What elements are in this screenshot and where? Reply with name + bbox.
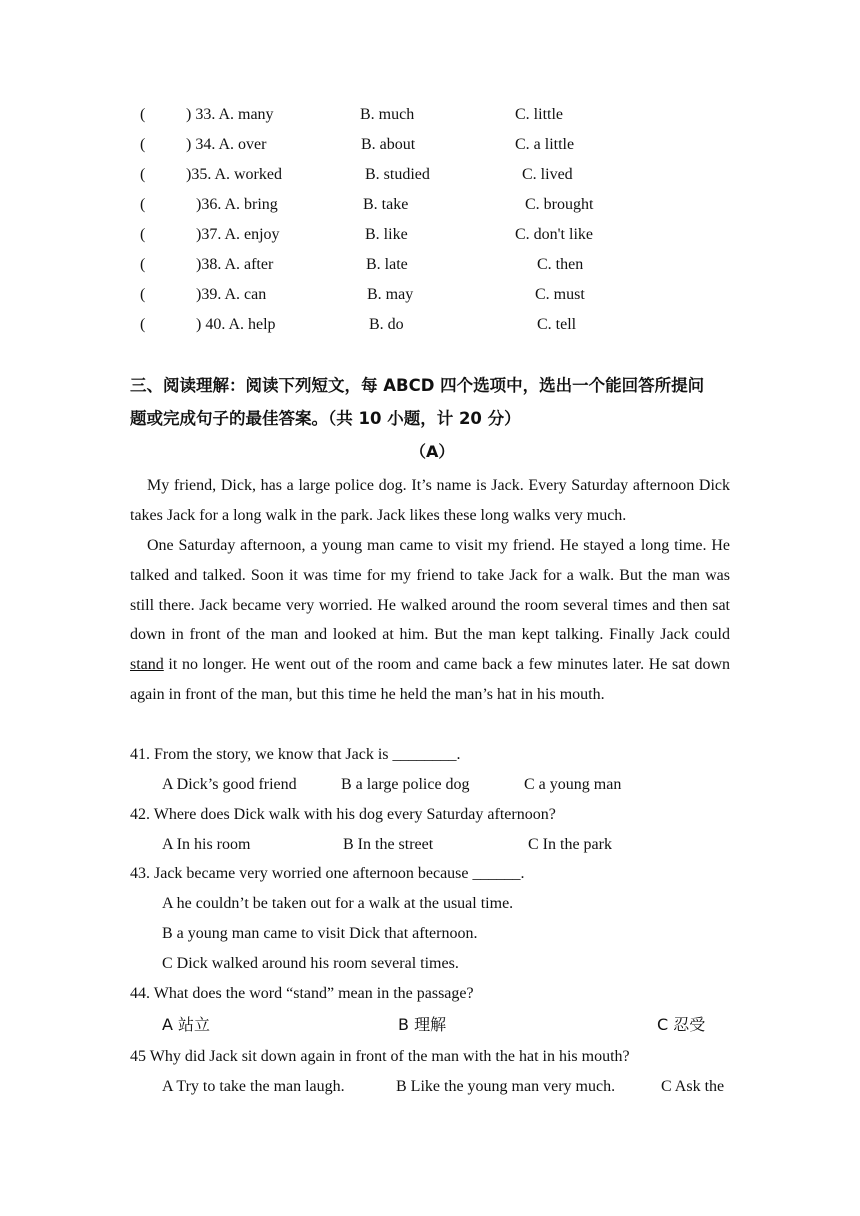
question-44-option-b: B 理解 (398, 1015, 447, 1034)
mc-paren: ( (140, 286, 146, 303)
mc-option-b: B. may (367, 286, 414, 303)
mc-option-b: B. late (366, 256, 408, 273)
section-heading-line2: 题或完成句子的最佳答案。（共 10 小题，计 20 分） (130, 409, 521, 428)
mc-option-b: B. studied (365, 166, 430, 183)
mc-option-a: ) 33. A. many (186, 106, 274, 123)
mc-option-b: B. like (365, 226, 408, 243)
mc-option-b: B. take (363, 196, 409, 213)
question-43-option-c: C Dick walked around his room several times. (162, 955, 459, 972)
mc-paren: ( (140, 136, 146, 153)
passage-paragraph-2 (130, 531, 730, 710)
mc-option-c: C. little (515, 106, 563, 123)
mc-paren: ( (140, 256, 146, 273)
question-45-option-b: B Like the young man very much. (396, 1078, 616, 1095)
mc-option-a: )36. A. bring (196, 196, 278, 213)
question-41-option-a: A Dick’s good friend (162, 776, 297, 793)
question-42-option-b: B In the street (343, 836, 434, 853)
mc-option-c: C. don't like (515, 226, 593, 243)
question-41-option-b: B a large police dog (341, 776, 470, 793)
question-44-option-a: A 站立 (162, 1015, 211, 1034)
section-heading-line1: 三、阅读理解：阅读下列短文，每 ABCD 四个选项中，选出一个能回答所提问 (130, 376, 705, 395)
mc-option-c: C. a little (515, 136, 575, 153)
passage-paragraph-1 (130, 471, 730, 531)
question-44-stem: 44. What does the word “stand” mean in the passage? (130, 985, 474, 1002)
question-43-option-a: A he couldn’t be taken out for a walk at the usual time. (162, 895, 514, 912)
mc-option-c: C. must (535, 286, 585, 303)
question-44-option-c: C 忍受 (657, 1015, 706, 1034)
mc-option-a: ) 40. A. help (196, 316, 276, 333)
mc-option-b: B. about (361, 136, 416, 153)
question-41-option-c: C a young man (524, 776, 622, 793)
question-43-stem: 43. Jack became very worried one afternoon because ______. (130, 865, 525, 882)
passage-p1-text: My friend, Dick, has a large police dog. It’s name is Jack. Every Saturday afternoon Dick takes Jack for a long walk in the park. Jack likes these long walks very much. (130, 477, 730, 524)
passage-p2-text: One Saturday afternoon, a young man came to visit my friend. He stayed a long time. He talked and talked. Soon it was time for my friend to take Jack for a walk. But the man was still there. Jack became very worried. He walked around the room several times and then sat down in front of the man and looked at him. But the man kept talking. Finally Jack could (130, 537, 730, 644)
question-45-stem: 45 Why did Jack sit down again in front of the man with the hat in his mouth? (130, 1048, 630, 1065)
mc-option-a: )38. A. after (196, 256, 274, 273)
question-43-option-b: B a young man came to visit Dick that afternoon. (162, 925, 478, 942)
mc-option-c: C. brought (525, 196, 594, 213)
passage-p2-text-end: it no longer. He went out of the room and came back a few minutes later. He sat down again in front of the man, but this time he held the man’s hat in his mouth. (130, 656, 730, 703)
question-42-option-c: C In the park (528, 836, 612, 853)
mc-option-a: )37. A. enjoy (196, 226, 280, 243)
mc-paren: ( (140, 166, 146, 183)
mc-option-c: C. tell (537, 316, 577, 333)
question-41-stem: 41. From the story, we know that Jack is ________. (130, 746, 461, 763)
mc-option-b: B. do (369, 316, 404, 333)
mc-paren: ( (140, 226, 146, 243)
mc-option-a: )35. A. worked (186, 166, 282, 183)
mc-paren: ( (140, 196, 146, 213)
mc-paren: ( (140, 106, 146, 123)
question-42-option-a: A In his room (162, 836, 251, 853)
mc-option-a: ) 34. A. over (186, 136, 267, 153)
question-45-option-a: A Try to take the man laugh. (162, 1078, 345, 1095)
question-45-option-c: C Ask the (661, 1078, 725, 1095)
mc-option-b: B. much (360, 106, 415, 123)
underlined-word: stand (130, 656, 164, 674)
passage-label: （A） (410, 442, 455, 461)
mc-paren: ( (140, 316, 146, 333)
mc-option-a: )39. A. can (196, 286, 267, 303)
mc-option-c: C. then (537, 256, 584, 273)
question-42-stem: 42. Where does Dick walk with his dog every Saturday afternoon? (130, 806, 556, 823)
mc-option-c: C. lived (522, 166, 573, 183)
